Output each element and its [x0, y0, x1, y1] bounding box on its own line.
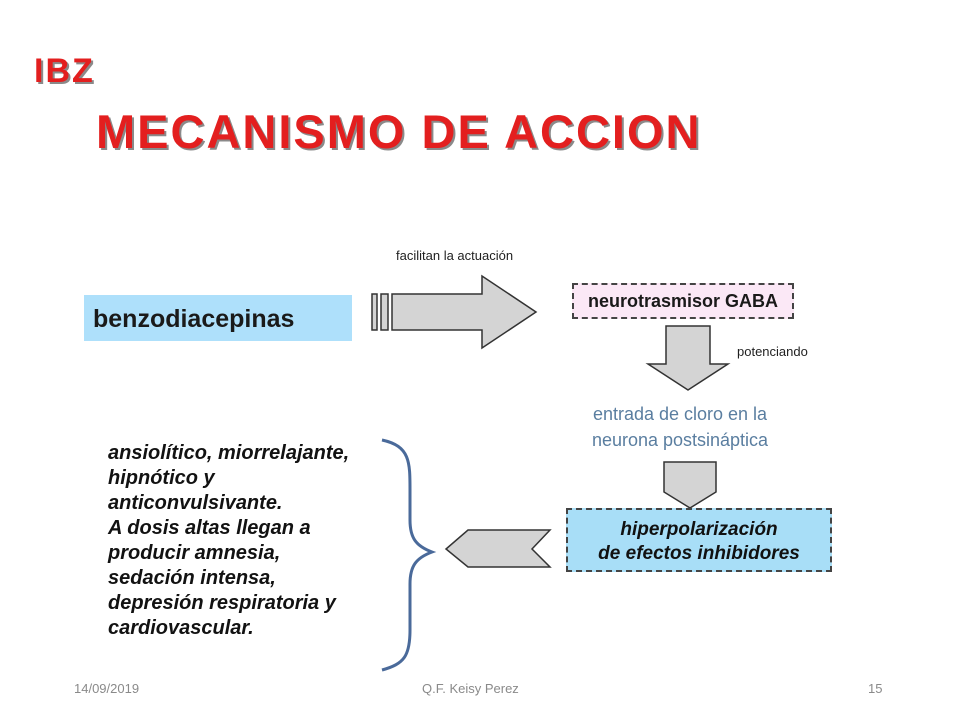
effect-line: cardiovascular.: [108, 617, 254, 639]
effect-line: hipnótico y: [108, 467, 215, 489]
potentiate-arrow: [648, 326, 728, 390]
hyper-line-2: de efectos inhibidores: [598, 543, 800, 564]
hyper-line-1: hiperpolarización: [620, 519, 778, 540]
chloride-line-2: neurona postsináptica: [591, 430, 769, 450]
footer-date: 14/09/2019: [74, 681, 140, 696]
effect-line: ansiolítico, miorrelajante,: [108, 442, 350, 464]
page-title: MECANISMO DE ACCION: [96, 105, 702, 158]
footer-page-number: 15: [868, 681, 883, 696]
drug-box: benzodiacepinas: [84, 295, 352, 341]
facilitate-arrow: [372, 276, 536, 348]
chloride-line-1: entrada de cloro en la: [592, 404, 768, 424]
effects-list: [108, 441, 388, 641]
potentiate-label: potenciando: [737, 344, 808, 359]
brand-logo-text: IBZ: [34, 52, 95, 90]
chloride-entry-text: [570, 401, 790, 453]
effect-line: depresión respiratoria y: [108, 592, 336, 614]
result-left-arrow: [446, 530, 550, 567]
curly-brace-icon: [382, 440, 432, 670]
effect-line: producir amnesia,: [108, 542, 281, 564]
footer-author: Q.F. Keisy Perez: [422, 681, 519, 696]
chloride-down-arrow: [664, 462, 716, 508]
effect-line: sedación intensa,: [108, 567, 276, 589]
facilitate-label: facilitan la actuación: [396, 248, 514, 263]
hyperpolarization-box: [566, 508, 832, 572]
gaba-box: neurotrasmisor GABA: [572, 283, 794, 319]
effect-line: anticonvulsivante.: [108, 492, 283, 514]
effect-line: A dosis altas llegan a: [108, 517, 311, 539]
